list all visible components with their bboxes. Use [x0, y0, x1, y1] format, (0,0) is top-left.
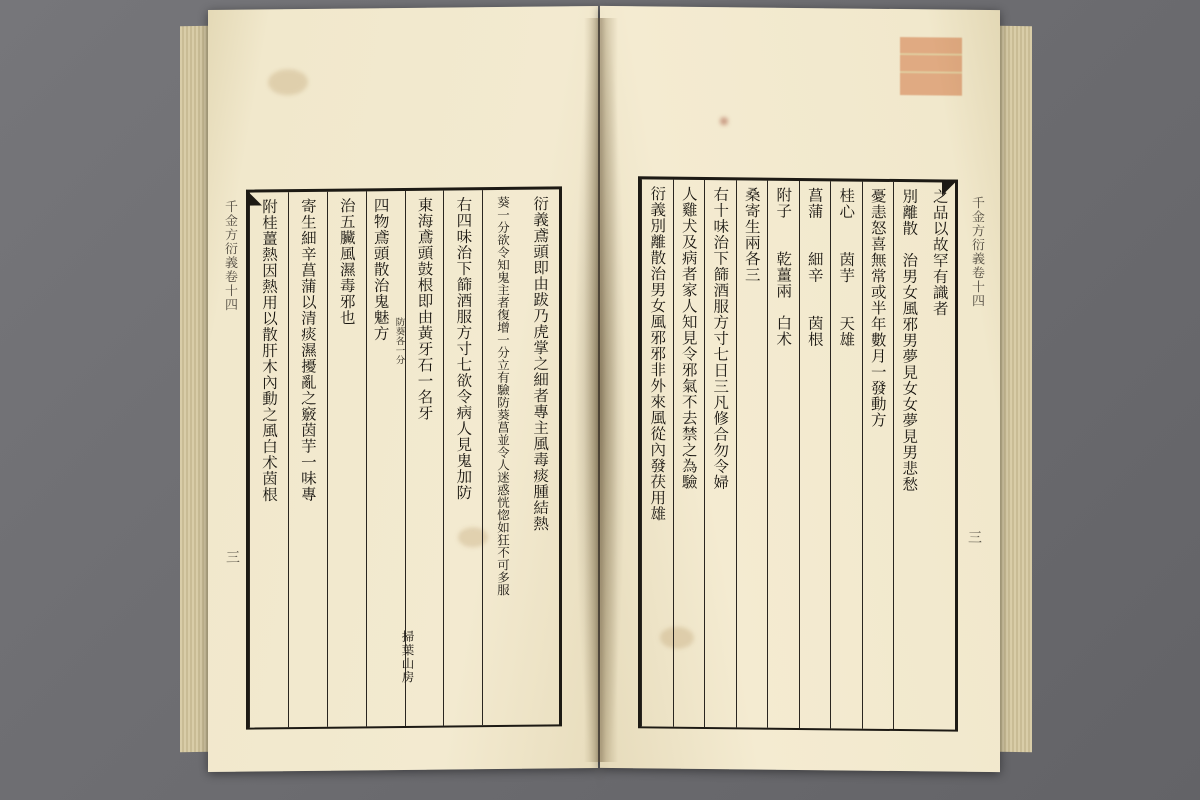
column-text: 憂恚怒喜無常或半年數月一發動方: [868, 187, 887, 428]
right-margin-title: 千金方衍義卷十四: [969, 195, 984, 308]
left-column-8: [249, 192, 288, 727]
column-text: 之品以故罕有識者: [930, 188, 949, 317]
frame-corner-ornament: [246, 189, 262, 205]
paper-speck: [720, 117, 728, 125]
column-text: 右四味治下篩酒服方寸七欲令病人見鬼加防: [454, 196, 473, 501]
column-text: 右十味治下篩酒服方寸七日三凡修合勿令婦: [711, 186, 730, 491]
right-column-5: [799, 181, 831, 728]
right-column-10: [641, 179, 673, 726]
left-column-2: [482, 190, 521, 725]
right-page: [600, 6, 1000, 772]
column-text: 菖蒲 細辛 茵根: [805, 187, 824, 348]
left-column-7: [288, 192, 327, 727]
left-column-1: [521, 189, 559, 724]
right-text-block-frame: [638, 176, 958, 731]
page-stack-left-edge: [180, 26, 210, 753]
column-text: 附桂薑熱因熱用以散肝木內動之風白术茵根: [259, 198, 278, 503]
orange-stamp-mark: [900, 37, 962, 96]
right-column-7: [736, 180, 768, 727]
column-annotation: 防葵各一分: [393, 316, 405, 365]
right-column-6: [767, 181, 799, 728]
column-text: 附子 乾薑兩 白术: [774, 186, 793, 347]
right-column-9: [673, 180, 705, 727]
column-text: 別離散 治男女風邪男夢見女女夢見男悲愁: [900, 188, 919, 493]
left-margin-title: 千金方衍義卷十四: [222, 199, 237, 312]
left-column-3: [443, 190, 482, 725]
column-text: 衍義鳶頭即由跋乃虎掌之細者專主風毒痰腫結熱: [531, 195, 550, 532]
column-text: 桂心 茵芋 天雄: [837, 187, 856, 348]
column-text: 葵一分欲令知鬼主者復增一分立有驗防葵菖並令人迷惑恍惚如狂不可多服: [495, 195, 511, 597]
right-column-3: [862, 182, 894, 729]
left-column-6: [327, 191, 366, 726]
page-stack-right-edge: [998, 26, 1032, 753]
column-text: 四物鳶頭散治鬼魅方: [371, 197, 390, 342]
right-column-2: [893, 182, 925, 729]
right-column-1: [925, 182, 956, 729]
right-columns: [641, 179, 955, 729]
right-margin-number: 三: [966, 529, 982, 544]
column-text: 人雞犬及病者家人知見令邪氣不去禁之為驗: [679, 185, 698, 490]
column-text: 衍義別離散治男女風邪邪非外來風從內發茯用雄: [648, 185, 667, 522]
paper-stain: [268, 69, 308, 95]
right-column-4: [830, 181, 862, 728]
column-text: 桑寄生兩各三: [742, 186, 761, 283]
left-page: [208, 6, 598, 772]
column-text: 東海鳶頭鼓根即由黃牙石一名牙: [415, 196, 434, 421]
publisher-imprint: 掃葉山房: [400, 629, 415, 685]
column-text: 寄生細辛菖蒲以清痰濕擾亂之竅茵芋一味專: [298, 197, 317, 503]
column-text: 治五臟風濕毒邪也: [337, 197, 356, 326]
frame-corner-ornament: [942, 179, 958, 195]
left-margin-number: 三: [224, 549, 240, 564]
right-column-8: [704, 180, 736, 727]
open-book: [160, 8, 1040, 788]
